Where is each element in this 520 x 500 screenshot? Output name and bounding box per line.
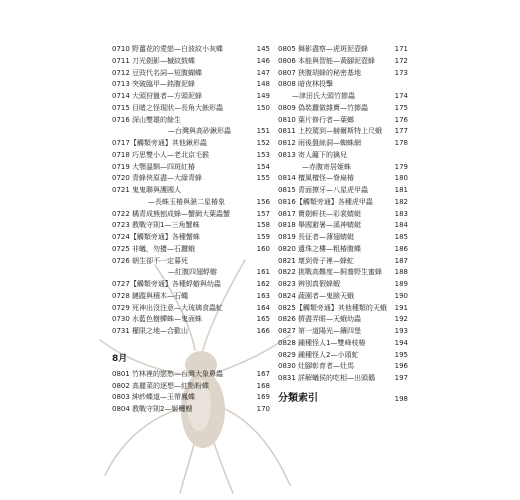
- toc-entry[interactable]: [112, 267, 270, 279]
- toc-entry[interactable]: [278, 91, 408, 103]
- toc-entry-title: —赤腹寄居姬蛛: [302, 162, 351, 171]
- toc-entry[interactable]: [278, 361, 408, 373]
- toc-entry-title: 0828 鍾種怪人1—雙峰枝椿: [278, 338, 366, 347]
- toc-entry-page: 172: [394, 56, 408, 65]
- toc-entry-page: 145: [256, 45, 270, 53]
- toc-entry-title: 0712 豆豉代名詞—短腹蝴蝶: [112, 68, 203, 77]
- toc-entry[interactable]: [112, 44, 270, 56]
- toc-entry-title: 0727【觸類旁通】各種蜉蝣與幼蟲: [112, 280, 221, 288]
- category-index-page: 198: [394, 394, 408, 403]
- toc-entry[interactable]: [112, 244, 270, 256]
- month-heading: 8月: [112, 353, 128, 364]
- toc-entry[interactable]: [112, 209, 270, 221]
- toc-entry-title: 0823 辨別真假蜂蝦: [278, 280, 341, 288]
- toc-entry-page: 188: [394, 268, 408, 277]
- toc-entry-title: 0713 突破臨甲—銘腹泥蜂: [112, 80, 196, 89]
- toc-entry-page: 162: [256, 280, 270, 288]
- toc-entry-title: —津田氏大頭竹節蟲: [292, 92, 355, 100]
- toc-entry-page: 179: [394, 162, 408, 171]
- toc-entry-page: 163: [256, 291, 270, 300]
- toc-entry-page: 173: [394, 68, 408, 77]
- toc-entry[interactable]: [112, 185, 270, 197]
- toc-entry[interactable]: [112, 256, 270, 268]
- toc-entry-page: 159: [256, 233, 270, 241]
- toc-entry-title: 0730 水藍色樹蟬蛛—鬼面蛛: [112, 315, 203, 324]
- toc-entry-title: 0725 非蟻，勿擾—石蠶蛾: [112, 244, 196, 253]
- toc-entry-title: 0826 擠盡弄眼—天蛾幼蟲: [278, 315, 362, 324]
- toc-entry[interactable]: [112, 197, 270, 209]
- toc-entry[interactable]: [278, 185, 408, 197]
- toc-entry[interactable]: [112, 79, 270, 91]
- toc-entry-page: 195: [394, 350, 408, 359]
- toc-entry-title: 0726 朝生卻不一定暮死: [112, 256, 189, 265]
- toc-entry-title: 0731 權限之地—合歡山: [112, 327, 189, 335]
- toc-entry[interactable]: [278, 44, 408, 56]
- toc-entry-page: 181: [394, 186, 408, 194]
- toc-entry-title: 0807 狹腹胡蜂的秘密基地: [278, 68, 362, 77]
- toc-entry[interactable]: [112, 279, 270, 291]
- toc-entry-page: 196: [394, 362, 408, 371]
- toc-entry-page: 158: [256, 221, 270, 230]
- toc-entry[interactable]: [112, 126, 270, 138]
- toc-entry-page: 168: [256, 381, 270, 390]
- toc-entry-title: 0715 目睹之怪現狀—長角大蝕形蟲: [112, 103, 224, 112]
- toc-entry[interactable]: [278, 373, 408, 385]
- toc-entry-page: 177: [394, 127, 408, 136]
- toc-entry-title: 0721 鬼鬼聯與護國人: [112, 186, 182, 194]
- toc-entry-title: 0820 遺珠之樓—粗椿腹蝶: [278, 244, 362, 253]
- toc-entry-title: 0806 本能與智能—黃腳泥壺蜂: [278, 56, 376, 65]
- toc-entry-page: 197: [394, 374, 408, 382]
- toc-entry-title: 0814 檀風檀怪—脊扁椿: [278, 174, 355, 183]
- toc-entry-page: 148: [256, 80, 270, 89]
- month-spacer: [112, 338, 270, 348]
- toc-entry[interactable]: [278, 314, 408, 326]
- toc-entry-title: 0825【觸類旁通】其他種類的天蛾: [278, 303, 387, 312]
- toc-entry-title: 0831 詳解蟻侯的吃相—出頭鵝: [278, 374, 376, 382]
- toc-entry-page: 160: [256, 244, 270, 253]
- toc-entry[interactable]: [112, 369, 270, 381]
- toc-entry-page: 193: [394, 327, 408, 335]
- toc-entry-page: 176: [394, 115, 408, 124]
- toc-entry-title: 0808 暗夜林投擊: [278, 80, 334, 89]
- toc-entry-title: 0824 蔬園者—鬼臉天蛾: [278, 291, 355, 300]
- toc-entry-title: 0811 上校駕到—赫爾斯特上尺蛾: [278, 127, 383, 136]
- toc-entry-page: 191: [394, 303, 408, 312]
- toc-entry-title: 0723 教戰守則1—三角蟹蛛: [112, 221, 200, 230]
- toc-entry-page: [268, 115, 270, 127]
- toc-entry-title: 0816【觸類旁通】各種虎甲蟲: [278, 197, 373, 206]
- toc-entry-title: 0821 壞到骨子裡—蜂虻: [278, 256, 355, 265]
- toc-entry-title: 0819 長征者—薄翅蜻蜓: [278, 233, 355, 241]
- toc-entry-page: 174: [394, 92, 408, 100]
- toc-entry-page: 170: [256, 405, 270, 413]
- toc-entry[interactable]: [112, 56, 270, 68]
- toc-entry-title: 0810 葉片修行者—葉螂: [278, 115, 355, 124]
- toc-entry[interactable]: [278, 150, 408, 162]
- toc-entry-page: 184: [394, 221, 408, 230]
- toc-entry[interactable]: [278, 197, 408, 209]
- toc-entry-page: 178: [394, 139, 408, 147]
- toc-entry-page: 165: [256, 315, 270, 324]
- toc-entry-page: 167: [256, 369, 270, 378]
- toc-entry-page: 182: [394, 197, 408, 206]
- toc-entry-title: —台灣與高砂鍬形蟲: [168, 127, 231, 136]
- toc-entry[interactable]: [112, 392, 270, 404]
- toc-entry[interactable]: [278, 338, 408, 350]
- toc-entry-page: 166: [256, 327, 270, 335]
- toc-entry-page: 194: [394, 338, 408, 347]
- toc-entry-title: 0803 紳紗蝶道—玉帶鳳蝶: [112, 393, 196, 402]
- toc-entry-page: 149: [256, 92, 270, 100]
- toc-entry-title: 0815 青面撩牙—八星虎甲蟲: [278, 186, 369, 194]
- toc-entry-page: 146: [256, 56, 270, 65]
- toc-entry-title: 0818 舉國避暑—溪神蜻蜓: [278, 221, 362, 230]
- toc-entry[interactable]: [278, 291, 408, 303]
- toc-entry-title: 0813 寄人籬下的擒兒: [278, 150, 348, 159]
- toc-entry[interactable]: [278, 350, 408, 362]
- toc-entry[interactable]: [112, 103, 270, 115]
- toc-entry[interactable]: [278, 326, 408, 338]
- category-index-entry[interactable]: [278, 393, 408, 406]
- toc-entry-page: 150: [256, 103, 270, 112]
- toc-entry-title: 0716 深山雙雄的餘生: [112, 115, 182, 124]
- toc-entry[interactable]: [112, 220, 270, 232]
- toc-entry-page: 171: [394, 45, 408, 53]
- toc-entry[interactable]: [278, 173, 408, 185]
- toc-entry[interactable]: [112, 232, 270, 244]
- toc-entry-title: 0729 死神出沒注意—大琉璃食蟲虻: [112, 303, 224, 312]
- toc-entry-page: 156: [256, 197, 270, 206]
- toc-entry[interactable]: [278, 303, 408, 315]
- toc-entry[interactable]: [112, 162, 270, 174]
- toc-entry-title: 0714 大頭狩獵者—方頭泥蜂: [112, 92, 203, 100]
- toc-entry-title: 0710 野薑花的愛戀—白波紋小灰蝶: [112, 45, 224, 53]
- toc-entry-page: 161: [256, 268, 270, 277]
- toc-entry-page: 155: [256, 174, 270, 183]
- toc-entry-title: 0812 雨後盤絲洞—蜘蛛網: [278, 139, 362, 147]
- toc-right-column: [278, 44, 408, 406]
- toc-entry[interactable]: [278, 103, 408, 115]
- toc-entry-title: 0830 灶腳彰育者—灶馬: [278, 362, 355, 371]
- toc-entry[interactable]: [278, 162, 408, 174]
- toc-entry[interactable]: [278, 279, 408, 291]
- toc-entry-title: 0711 刀光劍影—槭紋鼓蝶: [112, 56, 196, 65]
- toc-entry[interactable]: [112, 314, 270, 326]
- toc-entry[interactable]: [112, 91, 270, 103]
- toc-entry-title: 0805 舞影盡察—虎斑泥壺蜂: [278, 45, 369, 53]
- toc-entry-page: 147: [256, 68, 270, 77]
- toc-entry[interactable]: [112, 115, 270, 127]
- toc-entry-page: 154: [256, 162, 270, 171]
- toc-entry[interactable]: [278, 138, 408, 150]
- toc-entry[interactable]: [278, 256, 408, 268]
- toc-entry-title: 0817 寶劍軒扶—彩裳蜻蜓: [278, 209, 362, 218]
- toc-entry-page: 175: [394, 103, 408, 112]
- toc-entry-page: 151: [256, 127, 270, 136]
- toc-entry-page: 186: [394, 244, 408, 253]
- toc-entry-title: 0718 巧思雙小人—老北京毛猴: [112, 150, 210, 159]
- toc-entry-title: 0720 青蜂俠原盡—大綠青蜂: [112, 174, 203, 183]
- toc-entry-page: 164: [256, 303, 270, 312]
- toc-entry-title: 0719 大顎溫馴—四斑紅椿: [112, 162, 196, 171]
- toc-entry[interactable]: [278, 209, 408, 221]
- toc-entry-title: 0829 鍾種怪人2—小頭虻: [278, 350, 359, 359]
- toc-entry[interactable]: [112, 381, 270, 393]
- toc-entry[interactable]: [112, 303, 270, 315]
- toc-entry-page: 152: [256, 139, 270, 147]
- toc-entry-page: 189: [394, 280, 408, 288]
- toc-entry-title: 0801 竹林裡的戀愁—台灣大象鼻蟲: [112, 369, 224, 378]
- toc-entry-title: 0802 高麗菜的逐想—紅點粉蝶: [112, 381, 210, 390]
- toc-entry-page: 183: [394, 209, 408, 218]
- toc-entry[interactable]: [278, 267, 408, 279]
- category-index-title: 分類索引: [278, 392, 318, 404]
- toc-entry-page: 157: [256, 209, 270, 218]
- toc-entry-title: 0717【觸類旁通】其他鍬形蟲: [112, 139, 207, 147]
- toc-entry[interactable]: [278, 220, 408, 232]
- toc-entry-title: 0822 挑戰高難度—飼養野生蜜蜂: [278, 268, 383, 277]
- toc-entry[interactable]: [112, 150, 270, 162]
- toc-entry-title: 0804 教戰守則2—姬蠼螋: [112, 405, 193, 413]
- toc-entry[interactable]: [278, 79, 408, 91]
- toc-entry-page: 180: [394, 174, 408, 183]
- toc-entry-title: 0724【觸類旁通】各種蟹蛛: [112, 233, 200, 241]
- toc-entry-page: 153: [256, 150, 270, 159]
- toc-entry[interactable]: [112, 68, 270, 80]
- toc-entry-page: [406, 150, 408, 162]
- toc-entry[interactable]: [112, 326, 270, 338]
- toc-entry[interactable]: [112, 404, 270, 416]
- toc-entry-page: [268, 185, 270, 197]
- toc-entry[interactable]: [278, 126, 408, 138]
- toc-entry-page: [268, 256, 270, 268]
- toc-entry[interactable]: [278, 68, 408, 80]
- toc-entry-page: [406, 79, 408, 91]
- toc-entry-title: 0722 橘青成熊刨成蜂—蟹網大葉蟲蟹: [112, 209, 231, 218]
- toc-entry-page: 169: [256, 393, 270, 402]
- toc-entry[interactable]: [278, 115, 408, 127]
- toc-entry[interactable]: [112, 291, 270, 303]
- toc-entry-page: 187: [394, 256, 408, 265]
- toc-left-column: [112, 44, 270, 416]
- toc-entry-page: 192: [394, 315, 408, 324]
- toc-entry[interactable]: [278, 56, 408, 68]
- toc-entry-title: 0728 鏈蹤與積木—石蠅: [112, 291, 189, 300]
- toc-entry[interactable]: [278, 244, 408, 256]
- toc-entry[interactable]: [112, 173, 270, 185]
- toc-entry-page: 190: [394, 291, 408, 300]
- toc-entry-title: —長蛛玉椿與濕二星椿象: [148, 197, 225, 206]
- toc-entry-title: 0827 第一道陽光—鑲四堡: [278, 327, 362, 335]
- toc-entry-title: 0809 偽裝蠶做雜寶—竹節蟲: [278, 103, 369, 112]
- toc-entry[interactable]: [112, 138, 270, 150]
- toc-entry-title: —紅腹四翅蜉蝣: [168, 268, 217, 277]
- toc-entry[interactable]: [278, 232, 408, 244]
- toc-entry-page: 185: [394, 233, 408, 241]
